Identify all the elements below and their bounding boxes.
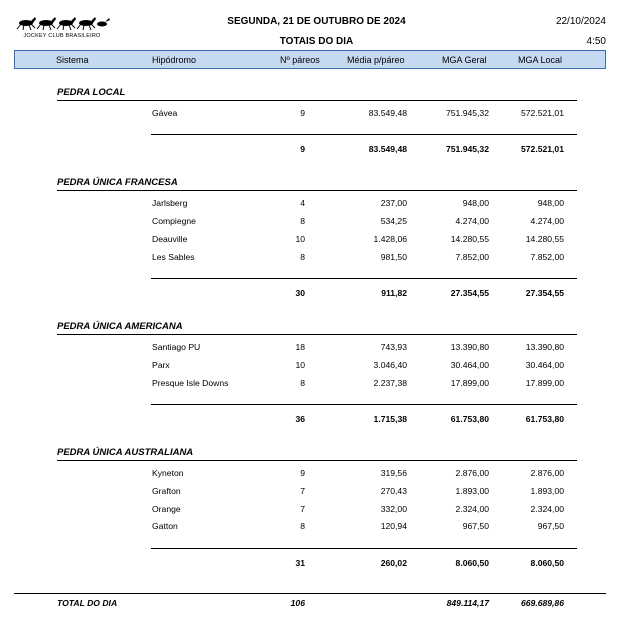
mga-geral-cell: 751.945,32: [445, 108, 489, 118]
hipodromo-cell: Gatton: [152, 521, 178, 531]
mga-geral-cell: 30.464,00: [450, 360, 489, 370]
mga-local-cell: 2.876,00: [530, 468, 564, 478]
mga-geral-cell: 1.893,00: [455, 486, 489, 496]
hipodromo-cell: Orange: [152, 504, 181, 514]
col-mga-geral: MGA Geral: [442, 55, 487, 65]
table-row: [0, 216, 633, 230]
subtotal-media: 1.715,38: [373, 414, 407, 424]
media-cell: 332,00: [380, 504, 407, 514]
table-row: [0, 342, 633, 356]
n-pareos-cell: 8: [300, 521, 305, 531]
n-pareos-cell: 9: [300, 108, 305, 118]
print-date: 22/10/2024: [555, 16, 606, 27]
subtotal-divider: [151, 278, 577, 279]
print-time: 4:50: [586, 36, 606, 47]
mga-local-cell: 1.893,00: [530, 486, 564, 496]
report-subtitle: TOTAIS DO DIA: [279, 36, 354, 47]
hipodromo-cell: Jarlsberg: [152, 198, 188, 208]
subtotal-row: [0, 288, 633, 302]
n-pareos-cell: 4: [300, 198, 305, 208]
table-row: [0, 521, 633, 535]
subtotal-divider: [151, 548, 577, 549]
subtotal-local: 27.354,55: [525, 288, 564, 298]
subtotal-n: 9: [300, 144, 305, 154]
table-row: [0, 360, 633, 374]
table-row: [0, 378, 633, 392]
hipodromo-cell: Les Sables: [152, 252, 195, 262]
column-header-bar: [14, 50, 606, 69]
mga-geral-cell: 948,00: [462, 198, 489, 208]
col-sistema: Sistema: [56, 55, 89, 65]
col-n-pareos: Nº páreos: [280, 55, 320, 65]
media-cell: 120,94: [380, 521, 407, 531]
media-cell: 83.549,48: [368, 108, 407, 118]
subtotal-geral: 61.753,80: [450, 414, 489, 424]
grand-total-geral: 849.114,17: [446, 598, 489, 608]
media-cell: 237,00: [380, 198, 407, 208]
subtotal-divider: [151, 134, 577, 135]
section-title: PEDRA ÚNICA FRANCESA: [57, 177, 178, 188]
hipodromo-cell: Presque Isle Downs: [152, 378, 229, 388]
mga-geral-cell: 4.274,00: [455, 216, 489, 226]
subtotal-n: 31: [295, 558, 305, 568]
mga-local-cell: 2.324,00: [530, 504, 564, 514]
subtotal-row: [0, 558, 633, 572]
mga-geral-cell: 13.390,80: [450, 342, 489, 352]
subtotal-local: 572.521,01: [520, 144, 564, 154]
subtotal-media: 83.549,48: [368, 144, 407, 154]
n-pareos-cell: 18: [295, 342, 305, 352]
hipodromo-cell: Deauville: [152, 234, 188, 244]
n-pareos-cell: 8: [300, 216, 305, 226]
mga-geral-cell: 967,50: [462, 521, 489, 531]
mga-geral-cell: 7.852,00: [455, 252, 489, 262]
media-cell: 2.237,38: [373, 378, 407, 388]
table-row: [0, 234, 633, 248]
subtotal-geral: 751.945,32: [445, 144, 489, 154]
n-pareos-cell: 7: [300, 504, 305, 514]
col-media: Média p/páreo: [347, 55, 405, 65]
mga-local-cell: 948,00: [537, 198, 564, 208]
section-title: PEDRA LOCAL: [57, 87, 126, 98]
media-cell: 319,56: [380, 468, 407, 478]
subtotal-geral: 27.354,55: [450, 288, 489, 298]
table-row: [0, 486, 633, 500]
section-divider: [57, 100, 577, 101]
n-pareos-cell: 10: [295, 360, 305, 370]
mga-local-cell: 17.899,00: [525, 378, 564, 388]
table-row: [0, 198, 633, 212]
mga-local-cell: 572.521,01: [520, 108, 564, 118]
mga-local-cell: 30.464,00: [525, 360, 564, 370]
mga-geral-cell: 2.324,00: [455, 504, 489, 514]
subtotal-local: 61.753,80: [525, 414, 564, 424]
section-divider: [57, 460, 577, 461]
table-row: [0, 504, 633, 518]
table-row: [0, 468, 633, 482]
mga-local-cell: 7.852,00: [530, 252, 564, 262]
mga-geral-cell: 17.899,00: [450, 378, 489, 388]
grand-total-local: 669.689,86: [520, 598, 564, 608]
grand-total-label: TOTAL DO DIA: [57, 598, 118, 608]
hipodromo-cell: Gávea: [152, 108, 178, 118]
subtotal-media: 260,02: [380, 558, 407, 568]
section-title: PEDRA ÚNICA AUSTRALIANA: [57, 447, 194, 458]
subtotal-n: 36: [295, 414, 305, 424]
mga-local-cell: 967,50: [537, 521, 564, 531]
subtotal-n: 30: [295, 288, 305, 298]
n-pareos-cell: 8: [300, 378, 305, 388]
table-row: [0, 252, 633, 266]
grand-total-row: [0, 598, 633, 612]
mga-local-cell: 14.280,55: [525, 234, 564, 244]
media-cell: 743,93: [380, 342, 407, 352]
logo-text: JOCKEY CLUB BRASILEIRO: [23, 33, 101, 39]
report-date-title: SEGUNDA, 21 DE OUTUBRO DE 2024: [227, 16, 406, 27]
n-pareos-cell: 8: [300, 252, 305, 262]
section-divider: [57, 190, 577, 191]
media-cell: 1.428,06: [373, 234, 407, 244]
hipodromo-cell: Santiago PU: [152, 342, 201, 352]
grand-total-n: 106: [290, 598, 305, 608]
mga-local-cell: 13.390,80: [525, 342, 564, 352]
media-cell: 3.046,40: [373, 360, 407, 370]
table-row: [0, 108, 633, 122]
subtotal-geral: 8.060,50: [455, 558, 489, 568]
mga-geral-cell: 14.280,55: [450, 234, 489, 244]
subtotal-row: [0, 414, 633, 428]
hipodromo-cell: Grafton: [152, 486, 181, 496]
mga-local-cell: 4.274,00: [530, 216, 564, 226]
section-title: PEDRA ÚNICA AMERICANA: [57, 321, 183, 332]
subtotal-divider: [151, 404, 577, 405]
subtotal-media: 911,82: [381, 288, 407, 298]
n-pareos-cell: 7: [300, 486, 305, 496]
media-cell: 270,43: [380, 486, 407, 496]
col-hipodromo: Hipódromo: [152, 55, 197, 65]
hipodromo-cell: Kyneton: [152, 468, 184, 478]
n-pareos-cell: 10: [295, 234, 305, 244]
mga-geral-cell: 2.876,00: [455, 468, 489, 478]
section-divider: [57, 334, 577, 335]
col-mga-local: MGA Local: [518, 55, 563, 65]
subtotal-row: [0, 144, 633, 158]
hipodromo-cell: Parx: [152, 360, 170, 370]
n-pareos-cell: 9: [300, 468, 305, 478]
hipodromo-cell: Compiegne: [152, 216, 196, 226]
media-cell: 981,50: [380, 252, 407, 262]
grand-total-divider: [14, 593, 606, 594]
media-cell: 534,25: [380, 216, 407, 226]
subtotal-local: 8.060,50: [530, 558, 564, 568]
